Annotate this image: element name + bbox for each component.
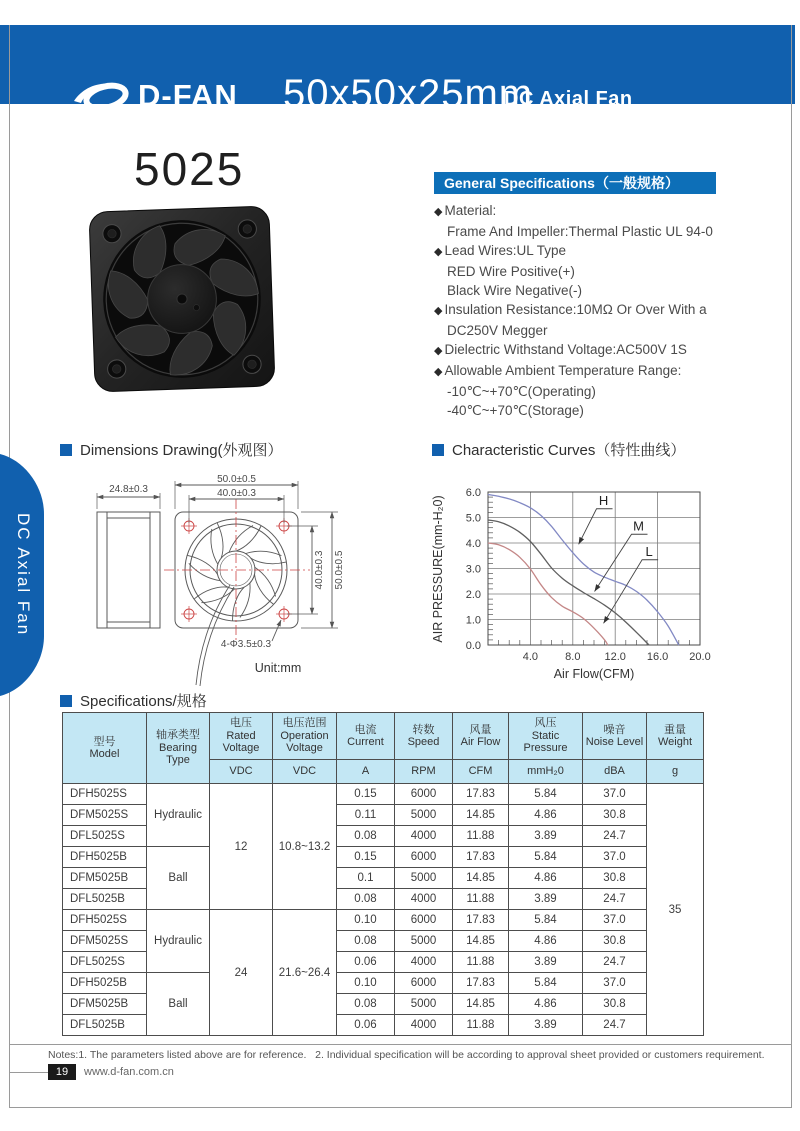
cell-speed: 6000	[395, 847, 453, 868]
cell-noise: 24.7	[583, 952, 647, 973]
cell-airflow: 17.83	[453, 973, 509, 994]
table-row	[63, 847, 704, 868]
cell-current: 0.15	[337, 847, 395, 868]
cell-rated-voltage: 12	[210, 784, 273, 910]
col-header-noise: 噪音 Noise Level	[583, 713, 647, 760]
cell-current: 0.15	[337, 784, 395, 805]
cell-airflow: 14.85	[453, 805, 509, 826]
cell-current: 0.10	[337, 910, 395, 931]
spec-line	[434, 300, 784, 321]
impeller-blade-line	[194, 576, 227, 609]
dim-hole-pitch-v-label: 40.0±0.3	[314, 550, 325, 590]
spec-line-text: Black Wire Negative(-)	[447, 283, 583, 298]
cell-model: DFH5025B	[63, 973, 147, 994]
cell-airflow: 11.88	[453, 1015, 509, 1036]
cell-airflow: 14.85	[453, 868, 509, 889]
cell-model: DFM5025B	[63, 994, 147, 1015]
cell-speed: 6000	[395, 910, 453, 931]
spec-line	[434, 382, 784, 401]
cell-speed: 4000	[395, 889, 453, 910]
unit-current: A	[337, 760, 395, 784]
spec-line-text: RED Wire Positive(+)	[447, 264, 575, 279]
section-title-specifications	[60, 690, 207, 711]
cell-speed: 4000	[395, 1015, 453, 1036]
y-axis-label: AIR PRESSURE(mm-H₂0)	[431, 495, 445, 643]
impeller-blade-line	[245, 537, 281, 573]
col-header-model: 型号 Model	[63, 713, 147, 784]
impeller-blades	[188, 523, 286, 620]
cell-bearing: Hydraulic	[147, 784, 210, 847]
curve-label-L: L	[645, 543, 653, 559]
cell-bearing: Ball	[147, 973, 210, 1036]
col-header-rated-voltage: 电压 Rated Voltage	[210, 713, 273, 760]
unit-rated_voltage: VDC	[210, 760, 273, 784]
dim-hole-dia-label: 4-Φ3.5±0.3	[220, 639, 272, 650]
curve-leader-H	[579, 509, 613, 545]
cell-pressure: 4.86	[509, 994, 583, 1015]
spec-line-text: Material:	[444, 203, 497, 218]
cell-airflow: 14.85	[453, 931, 509, 952]
cell-current: 0.10	[337, 973, 395, 994]
cell-current: 0.08	[337, 826, 395, 847]
arrowhead-icon	[595, 584, 601, 591]
diamond-bullet-icon: ◆	[434, 305, 443, 317]
cell-airflow: 11.88	[453, 826, 509, 847]
curve-leader-L	[604, 560, 659, 624]
spec-line-text: Lead Wires:UL Type	[444, 243, 567, 258]
cell-current: 0.06	[337, 952, 395, 973]
cell-model: DFH5025S	[63, 910, 147, 931]
cell-noise: 37.0	[583, 784, 647, 805]
cell-weight: 35	[647, 784, 704, 1036]
cell-model: DFL5025B	[63, 1015, 147, 1036]
cell-speed: 6000	[395, 973, 453, 994]
col-header-bearing: 轴承类型 Bearing Type	[147, 713, 210, 784]
cell-airflow: 14.85	[453, 994, 509, 1015]
website-text: www.d-fan.com.cn	[84, 1066, 174, 1078]
cell-operation-voltage: 21.6~26.4	[273, 910, 337, 1036]
curve-M	[488, 520, 649, 645]
header-band	[0, 25, 795, 116]
cell-model: DFL5025B	[63, 889, 147, 910]
cell-pressure: 3.89	[509, 952, 583, 973]
cell-noise: 24.7	[583, 889, 647, 910]
cell-current: 0.11	[337, 805, 395, 826]
diamond-bullet-icon: ◆	[434, 206, 443, 218]
cell-current: 0.06	[337, 1015, 395, 1036]
cell-speed: 5000	[395, 931, 453, 952]
spec-line-text: Insulation Resistance:10MΩ Or Over With a	[444, 302, 707, 317]
spec-line-text: Allowable Ambient Temperature Range:	[444, 363, 682, 378]
x-tick-label: 8.0	[565, 651, 581, 663]
spec-line	[434, 222, 784, 241]
spec-table-head	[63, 713, 704, 784]
cell-airflow: 17.83	[453, 847, 509, 868]
spec-line-text: Frame And Impeller:Thermal Plastic UL 94-0	[447, 224, 713, 239]
general-specs-header	[434, 172, 716, 194]
section-square-icon	[60, 444, 72, 456]
page-title: 50x50x25mm	[283, 72, 534, 116]
spec-line	[434, 281, 784, 300]
cell-speed: 5000	[395, 868, 453, 889]
cell-pressure: 5.84	[509, 847, 583, 868]
col-header-current: 电流 Current	[337, 713, 395, 760]
hub-screw-icon	[177, 294, 187, 304]
cell-bearing: Hydraulic	[147, 910, 210, 973]
page-subtitle: DC Axial Fan	[504, 88, 633, 110]
center-lines	[164, 499, 310, 641]
curve-H	[488, 492, 679, 646]
cell-airflow: 11.88	[453, 952, 509, 973]
cell-current: 0.08	[337, 889, 395, 910]
impeller-blade-line	[249, 574, 279, 604]
side-view	[97, 512, 160, 628]
cell-speed: 5000	[395, 805, 453, 826]
unit-operation_voltage: VDC	[273, 760, 337, 784]
section-square-icon	[60, 695, 72, 707]
col-header-pressure: 风压 Static Pressure	[509, 713, 583, 760]
spec-table-wrap	[62, 712, 703, 1036]
x-tick-label: 4.0	[522, 651, 539, 663]
cell-pressure: 4.86	[509, 931, 583, 952]
section-title-text: Specifications/规格	[80, 693, 207, 710]
curve-label-H: H	[598, 492, 609, 508]
cell-speed: 4000	[395, 952, 453, 973]
cell-noise: 37.0	[583, 847, 647, 868]
cell-model: DFL5025S	[63, 952, 147, 973]
model-number: 5025	[134, 143, 245, 195]
curve-label-M: M	[633, 518, 644, 534]
dim-outer-width-label: 50.0±0.5	[217, 474, 256, 485]
cell-model: DFM5025S	[63, 805, 147, 826]
y-tick-label: 6.0	[465, 487, 481, 499]
cell-pressure: 4.86	[509, 805, 583, 826]
cell-pressure: 5.84	[509, 973, 583, 994]
cell-model: DFH5025B	[63, 847, 147, 868]
table-row	[63, 973, 704, 994]
cell-speed: 4000	[395, 826, 453, 847]
section-title-dimensions	[60, 439, 283, 460]
cell-noise: 30.8	[583, 931, 647, 952]
notes-text: Notes:1. The parameters listed above are for reference. 2. Individual specification will be according to approval sheet provided or customers requirement.	[48, 1049, 765, 1061]
section-title-text: Characteristic Curves（特性曲线）	[452, 442, 686, 459]
spec-line	[434, 201, 784, 222]
dimensions-drawing	[60, 473, 400, 688]
col-header-airflow: 风量 Air Flow	[453, 713, 509, 760]
diamond-bullet-icon: ◆	[434, 246, 443, 258]
y-tick-label: 2.0	[465, 589, 481, 601]
dim-depth-label: 24.8±0.3	[109, 484, 148, 495]
spec-line-text: DC250V Megger	[447, 323, 548, 338]
depth-dimension	[97, 493, 160, 509]
cell-pressure: 4.86	[509, 868, 583, 889]
cell-noise: 37.0	[583, 910, 647, 931]
cell-model: DFM5025B	[63, 868, 147, 889]
cell-noise: 30.8	[583, 805, 647, 826]
section-title-text: Dimensions Drawing(外观图）	[80, 442, 283, 459]
y-tick-label: 0.0	[465, 640, 481, 652]
cell-speed: 5000	[395, 994, 453, 1015]
unit-airflow: CFM	[453, 760, 509, 784]
dfan-logo-icon	[72, 77, 136, 117]
cell-airflow: 17.83	[453, 784, 509, 805]
x-axis-label: Air Flow(CFM)	[553, 667, 635, 681]
spec-line	[434, 262, 784, 281]
cell-airflow: 17.83	[453, 910, 509, 931]
spec-line-text: -40℃~+70℃(Storage)	[447, 403, 584, 418]
footer-rule	[10, 1044, 791, 1045]
side-tab-label: DC Axial Fan	[14, 513, 33, 637]
spec-line	[434, 401, 784, 420]
y-tick-label: 5.0	[465, 512, 481, 525]
cell-model: DFL5025S	[63, 826, 147, 847]
col-header-speed: 转数 Speed	[395, 713, 453, 760]
general-specs-list	[434, 201, 784, 420]
cell-model: DFM5025S	[63, 931, 147, 952]
table-row	[63, 784, 704, 805]
cell-noise: 37.0	[583, 973, 647, 994]
y-tick-label: 1.0	[465, 614, 481, 627]
dim-outer-height-label: 50.0±0.5	[334, 550, 345, 590]
cell-current: 0.08	[337, 994, 395, 1015]
frame-bottom	[9, 1107, 792, 1108]
spec-table-body	[63, 784, 704, 1036]
diamond-bullet-icon: ◆	[434, 366, 443, 378]
unit-speed: RPM	[395, 760, 453, 784]
cell-current: 0.1	[337, 868, 395, 889]
spec-line-text: Dielectric Withstand Voltage:AC500V 1S	[444, 342, 687, 357]
x-tick-label: 16.0	[646, 651, 669, 663]
spec-line	[434, 321, 784, 340]
x-tick-label: 20.0	[689, 651, 711, 663]
cell-airflow: 11.88	[453, 889, 509, 910]
cell-speed: 6000	[395, 784, 453, 805]
cell-pressure: 3.89	[509, 889, 583, 910]
spec-line	[434, 361, 784, 382]
diamond-bullet-icon: ◆	[434, 345, 443, 357]
cell-rated-voltage: 24	[210, 910, 273, 1036]
cell-pressure: 3.89	[509, 1015, 583, 1036]
curve-chart	[428, 474, 776, 689]
dim-hole-pitch-label: 40.0±0.3	[217, 488, 256, 499]
brand-text: D-FAN	[138, 78, 238, 113]
spec-table	[62, 712, 704, 1036]
cell-model: DFH5025S	[63, 784, 147, 805]
y-tick-label: 3.0	[465, 563, 481, 576]
cell-operation-voltage: 10.8~13.2	[273, 784, 337, 910]
col-header-weight: 重量 Weight	[647, 713, 704, 760]
cell-bearing: Ball	[147, 847, 210, 910]
chart-plot-area	[466, 487, 711, 663]
unit-weight: g	[647, 760, 704, 784]
cell-current: 0.08	[337, 931, 395, 952]
frame-right	[791, 25, 792, 1107]
footer-tick	[10, 1072, 48, 1073]
col-header-operation-voltage: 电压范围 Operation Voltage	[273, 713, 337, 760]
page-number-badge: 19	[48, 1064, 76, 1080]
cell-noise: 24.7	[583, 1015, 647, 1036]
spec-line	[434, 340, 784, 361]
spec-line-text: -10℃~+70℃(Operating)	[447, 384, 596, 399]
drawing-unit-label: Unit:mm	[254, 661, 302, 675]
general-specs-title: General Specifications（一般规格）	[444, 175, 679, 191]
y-tick-label: 4.0	[465, 538, 481, 550]
cell-pressure: 5.84	[509, 910, 583, 931]
spec-line	[434, 241, 784, 262]
impeller-blade-line	[197, 529, 233, 565]
impeller-blade-line	[201, 578, 234, 613]
section-square-icon	[432, 444, 444, 456]
section-title-curves	[432, 439, 685, 460]
table-row	[63, 910, 704, 931]
x-tick-label: 12.0	[604, 651, 626, 663]
cell-noise: 30.8	[583, 994, 647, 1015]
cell-pressure: 3.89	[509, 826, 583, 847]
cell-pressure: 5.84	[509, 784, 583, 805]
cell-noise: 24.7	[583, 826, 647, 847]
cell-noise: 30.8	[583, 868, 647, 889]
unit-noise: dBA	[583, 760, 647, 784]
unit-pressure: mmH₂0	[509, 760, 583, 784]
product-photo	[83, 200, 282, 399]
